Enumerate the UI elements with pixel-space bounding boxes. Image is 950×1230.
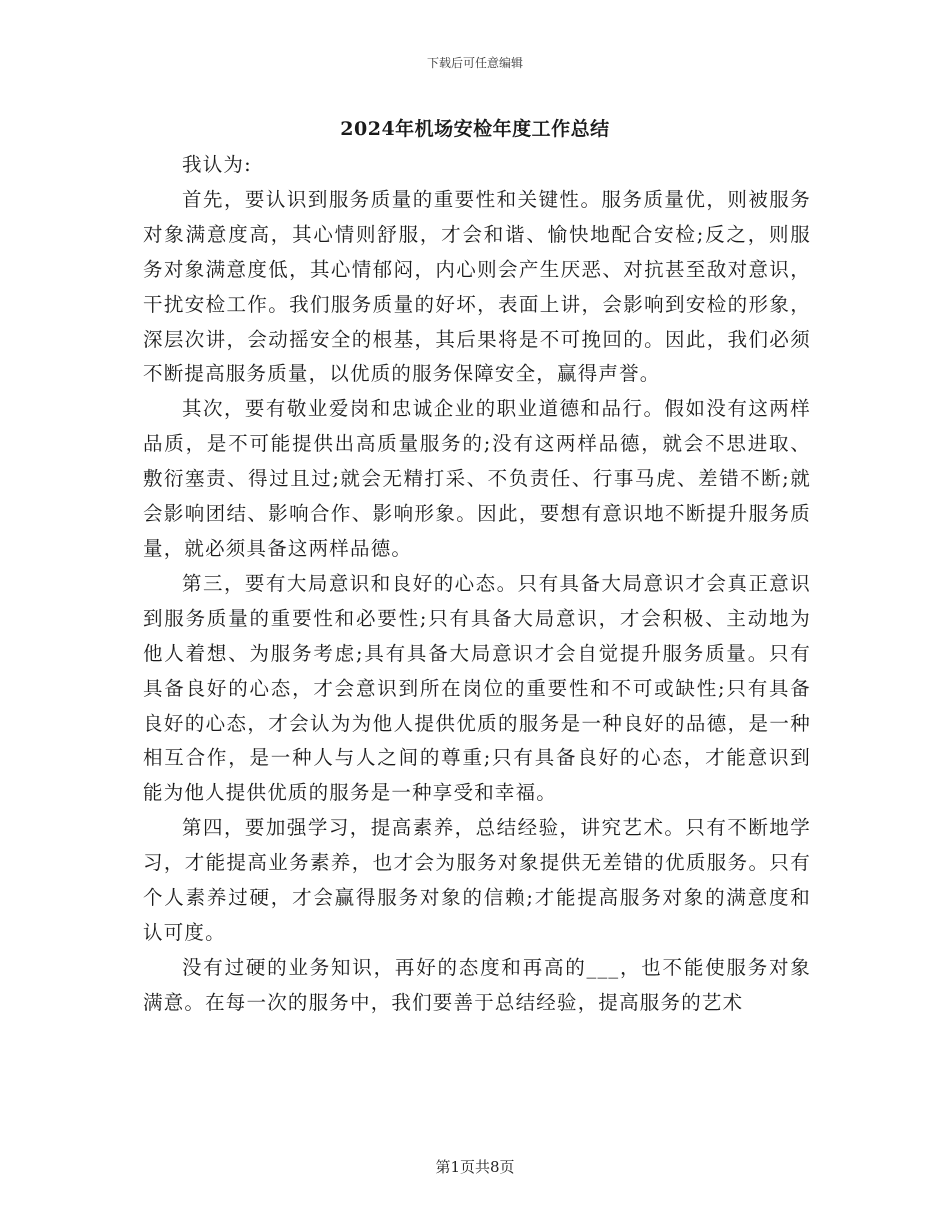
paragraph-first: 首先，要认识到服务质量的重要性和关键性。服务质量优，则被服务对象满意度高，其心情则舒服，才会和谐、愉快地配合安检;反之，则服务对象满意度低，其心情郁闷，内心则会产生厌恶、对抗甚至敌对意识，干扰安检工作。我们服务质量的好坏，表面上讲，会影响到安检的形象，深层次讲，会动摇安全的根基，其后果将是不可挽回的。因此，我们必须不断提高服务质量，以优质的服务保障安全，赢得声誉。 [143, 187, 811, 386]
header-note: 下载后可任意编辑 [426, 56, 523, 70]
document-title: 2024年机场安检年度工作总结 [340, 118, 610, 140]
paragraph-second: 其次，要有敬业爱岗和忠诚企业的职业道德和品行。假如没有这两样品质，是不可能提供出高质量服务的;没有这两样品德，就会不思进取、敷衍塞责、得过且过;就会无精打采、不负责任、行事马虎、差错不断;就会影响团结、影响合作、影响形象。因此，要想有意识地不断提升服务质量，就必须具备这两样品德。 [143, 397, 811, 560]
document-body [143, 148, 811, 1021]
page-indicator: 第1页共8页 [435, 1158, 515, 1176]
paragraph-intro: 我认为: [182, 153, 252, 176]
paragraph-third: 第三，要有大局意识和良好的心态。只有具备大局意识才会真正意识到服务质量的重要性和必要性;只有具备大局意识，才会积极、主动地为他人着想、为服务考虑;具有具备大局意识才会自觉提升服务质量。只有具备良好的心态，才会意识到所在岗位的重要性和不可或缺性;只有具备良好的心态，才会认为为他人提供优质的服务是一种良好的品德，是一种相互合作，是一种人与人之间的尊重;只有具备良好的心态，才能意识到能为他人提供优质的服务是一种享受和幸福。 [143, 571, 811, 805]
paragraph-fourth: 第四，要加强学习，提高素养，总结经验，讲究艺术。只有不断地学习，才能提高业务素养，也才会为服务对象提供无差错的优质服务。只有个人素养过硬，才会赢得服务对象的信赖;才能提高服务对象的满意度和认可度。 [143, 816, 811, 944]
paragraph-fifth: 没有过硬的业务知识，再好的态度和再高的___，也不能使服务对象满意。在每一次的服务中，我们要善于总结经验，提高服务的艺术 [143, 955, 811, 1014]
